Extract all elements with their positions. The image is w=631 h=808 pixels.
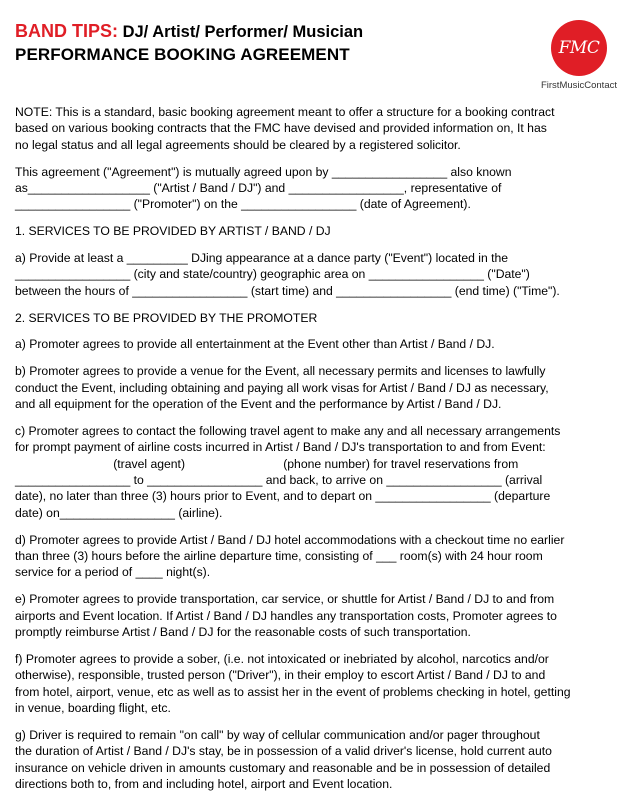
promoter-clause-f: f) Promoter agrees to provide a sober, (i.e. not intoxicated or inebriated by alcohol, narcotics and/or otherwise), responsible, trusted person ("Driver"), in their employ to escort Artist / Band / DJ to and from hotel, airport, venue, etc as well as to assist her in the event of problems checking in hotel, getting in venue, boarding flight, etc. — [15, 651, 571, 716]
document-title: PERFORMANCE BOOKING AGREEMENT — [15, 45, 350, 64]
fmc-logo — [532, 20, 626, 91]
band-tips-line — [15, 20, 535, 43]
artist-clause-a: a) Provide at least a _________ DJing appearance at a dance party ("Event") located in the _________________ (city and state/country) geographic area on _________________ ("Date") between the hours of _________________ (start time) and _________________ (end time) ("Time"). — [15, 251, 560, 298]
band-tips-label: BAND TIPS: — [15, 21, 118, 41]
note-paragraph: NOTE: This is a standard, basic booking agreement meant to offer a structure for a booking contract based on various booking contracts that the FMC have devised and provided information on, It has no legal status and all legal agreements should be cleared by a registered solicitor. — [15, 105, 555, 152]
promoter-clause-d: d) Promoter agrees to provide Artist / Band / DJ hotel accommodations with a checkout time no earlier than three (3) hours before the airline departure time, consisting of ___ room(s) with 24 hour room service for a period of ____ night(s). — [15, 532, 565, 580]
promoter-clause-g: g) Driver is required to remain "on call" by way of cellular communication and/or pager throughout the duration of Artist / Band / DJ's stay, be in possession of a valid driver's license, hold current auto insurance on vehicle driven in amounts customary and reasonable and be in possession of detailed directions both to, from and including hotel, airport and Event location. — [15, 727, 552, 792]
promoter-clause-c: c) Promoter agrees to contact the following travel agent to make any and all necessary arrangements for prompt payment of airline costs incurred in Artist / Band / DJ's transportation to and from Event: (travel agent) (phone number) for travel reservations from _________________ to _________________ and back, to arrive on _________________ (arrival date), no later than three (3) hours prior to Event, and to depart on _________________ (departure date) on_________________ (airline). — [15, 423, 561, 520]
promoter-clause-b: b) Promoter agrees to provide a venue for the Event, all necessary permits and licenses to lawfully conduct the Event, including obtaining and paying all work visas for Artist / Band / DJ as necessary, and all equipment for the operation of the Event and the performance by Artist / Band / DJ. — [15, 364, 549, 412]
agreement-body — [15, 104, 621, 803]
fmc-logo-name: FirstMusicContact — [540, 80, 617, 91]
fmc-logo-mark: FMC — [558, 38, 600, 58]
band-roles: DJ/ Artist/ Performer/ Musician — [122, 23, 364, 41]
section-heading-artist-services: 1. SERVICES TO BE PROVIDED BY ARTIST / BAND / DJ — [15, 224, 331, 239]
promoter-clause-a: a) Promoter agrees to provide all entertainment at the Event other than Artist / Band / DJ. — [15, 337, 495, 352]
promoter-clause-e: e) Promoter agrees to provide transportation, car service, or shuttle for Artist / Band / DJ to and from airports and Event location. If Artist / Band / DJ handles any transportation costs, Promoter agrees to promptly reimburse Artist / Band / DJ for the reasonable costs of such transportation. — [15, 592, 557, 640]
document-header — [15, 20, 535, 66]
agreement-parties-paragraph: This agreement ("Agreement") is mutually agreed upon by _________________ also known as__________________ ("Artist / Band / DJ") and _________________, representative of _________________ ("Promoter") on the _________________ (date of Agreement). — [15, 164, 512, 212]
fmc-logo-circle — [551, 20, 607, 76]
section-heading-promoter-services: 2. SERVICES TO BE PROVIDED BY THE PROMOTER — [15, 310, 318, 325]
